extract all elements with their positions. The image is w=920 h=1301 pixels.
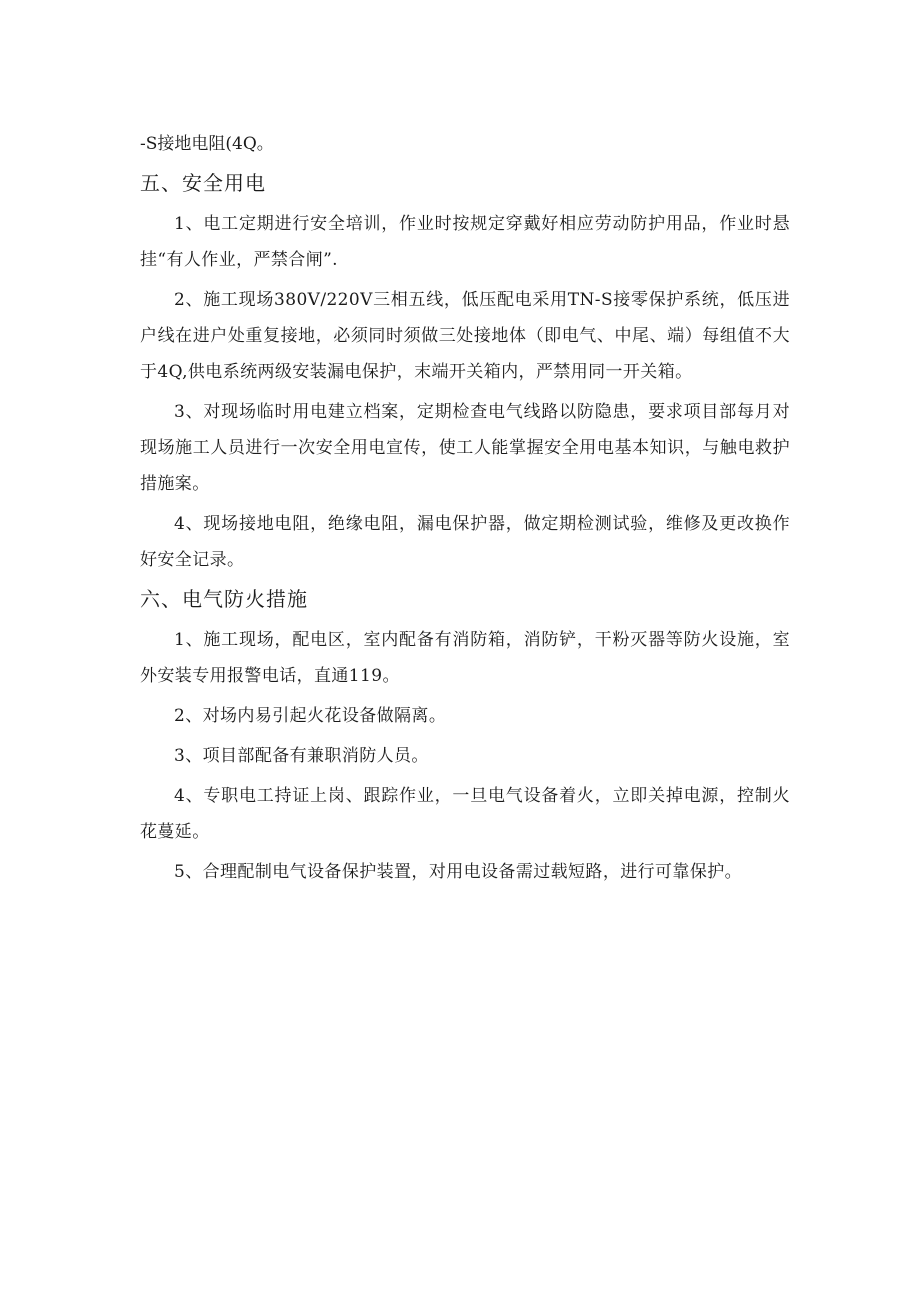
section-heading-fire-prevention: 六、电气防火措施 (140, 587, 308, 611)
paragraph: 5、合理配制电气设备保护装置，对用电设备需过载短路，进行可靠保护。 (174, 862, 743, 882)
paragraph: 1、施工现场，配电区，室内配备有消防箱，消防铲，干粉灭器等防火设施，室外安装专用报警电话，直通119。 (140, 630, 790, 686)
paragraph: 1、电工定期进行安全培训，作业时按规定穿戴好相应劳动防护用品，作业时悬挂“有人作业，严禁合闸”. (140, 214, 790, 270)
paragraph: 3、对现场临时用电建立档案，定期检查电气线路以防隐患，要求项目部每月对现场施工人员进行一次安全用电宣传，使工人能掌握安全用电基本知识，与触电救护措施案。 (140, 402, 790, 494)
paragraph: 4、专职电工持证上岗、跟踪作业，一旦电气设备着火，立即关掉电源，控制火花蔓延。 (140, 786, 790, 842)
paragraph: 4、现场接地电阻，绝缘电阻，漏电保护器，做定期检测试验，维修及更改换作好安全记录。 (140, 514, 790, 570)
continuation-line: -S接地电阻(4Q。 (140, 134, 274, 154)
paragraph: 3、项目部配备有兼职消防人员。 (174, 746, 429, 766)
section-heading-safe-electricity: 五、安全用电 (140, 171, 266, 195)
document-body (140, 126, 790, 890)
paragraph: 2、施工现场380V/220V三相五线，低压配电采用TN-S接零保护系统，低压进户线在进户处重复接地，必须同时须做三处接地体（即电气、中尾、端）每组值不大于4Q,供电系统两级安装漏电保护，末端开关箱内，严禁用同一开关箱。 (140, 290, 790, 382)
paragraph: 2、对场内易引起火花设备做隔离。 (174, 706, 447, 726)
